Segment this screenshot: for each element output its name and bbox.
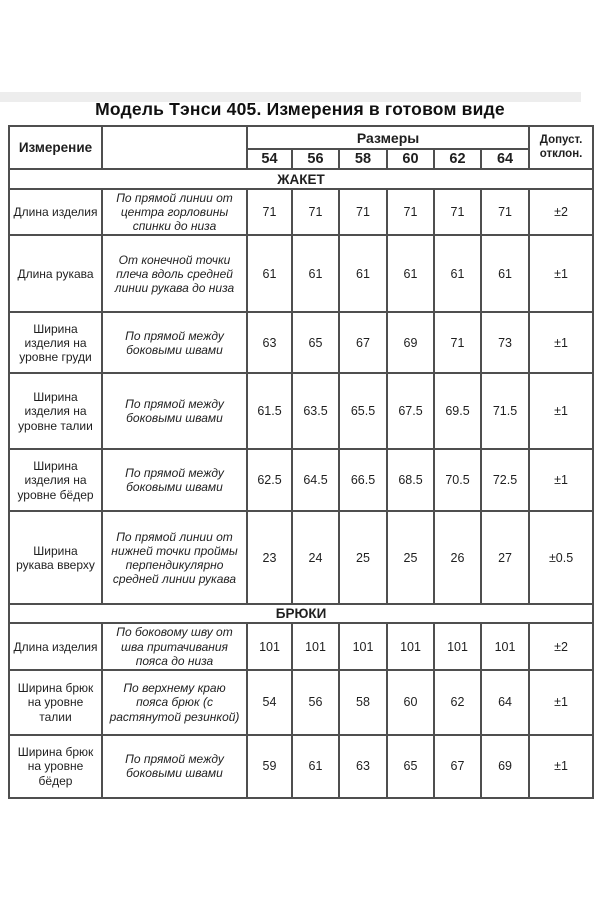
table-row (9, 373, 593, 449)
table-row (9, 735, 593, 798)
size-value: 61 (292, 235, 339, 312)
size-value: 101 (434, 623, 481, 669)
size-value: 64.5 (292, 449, 339, 511)
size-value: 101 (339, 623, 387, 669)
tolerance-value: ±2 (529, 189, 593, 235)
header-size: 56 (292, 149, 339, 169)
header-size: 64 (481, 149, 529, 169)
size-value: 71 (434, 189, 481, 235)
header-size: 62 (434, 149, 481, 169)
tolerance-value: ±1 (529, 373, 593, 449)
size-value: 101 (247, 623, 292, 669)
size-value: 63.5 (292, 373, 339, 449)
tolerance-value: ±1 (529, 449, 593, 511)
size-value: 61 (292, 735, 339, 798)
table-row (9, 449, 593, 511)
size-value: 69 (481, 735, 529, 798)
tolerance-value: ±1 (529, 735, 593, 798)
measure-name: Ширина рукава вверху (9, 511, 102, 604)
tolerance-value: ±1 (529, 670, 593, 735)
size-value: 64 (481, 670, 529, 735)
size-value: 73 (481, 312, 529, 373)
measure-name: Ширина брюк на уровне бёдер (9, 735, 102, 798)
measure-method: По прямой линии от нижней точки проймы перпендикулярно средней линии рукава (102, 511, 247, 604)
header-size: 60 (387, 149, 434, 169)
size-value: 72.5 (481, 449, 529, 511)
header-method-empty (102, 126, 247, 169)
header-measure: Измерение (9, 126, 102, 169)
size-value: 65.5 (339, 373, 387, 449)
measure-method: По прямой между боковыми швами (102, 312, 247, 373)
measure-name: Ширина брюк на уровне талии (9, 670, 102, 735)
size-value: 69 (387, 312, 434, 373)
size-value: 101 (292, 623, 339, 669)
size-value: 71.5 (481, 373, 529, 449)
table-body (9, 169, 593, 798)
size-value: 63 (247, 312, 292, 373)
measure-method: По прямой линии от центра горловины спинки до низа (102, 189, 247, 235)
size-value: 26 (434, 511, 481, 604)
tolerance-value: ±0.5 (529, 511, 593, 604)
measurements-table (8, 125, 594, 799)
size-value: 63 (339, 735, 387, 798)
table-row (9, 623, 593, 669)
table-row (9, 670, 593, 735)
measure-method: По прямой между боковыми швами (102, 373, 247, 449)
size-value: 68.5 (387, 449, 434, 511)
measure-method: От конечной точки плеча вдоль средней линии рукава до низа (102, 235, 247, 312)
size-value: 23 (247, 511, 292, 604)
section-header-row (9, 604, 593, 623)
size-value: 71 (292, 189, 339, 235)
section-header-row (9, 169, 593, 189)
size-value: 62 (434, 670, 481, 735)
header-tolerance-line2: отклон. (539, 147, 583, 160)
size-value: 71 (434, 312, 481, 373)
size-value: 70.5 (434, 449, 481, 511)
size-value: 65 (292, 312, 339, 373)
size-value: 101 (481, 623, 529, 669)
size-value: 25 (339, 511, 387, 604)
measure-method: По прямой между боковыми швами (102, 449, 247, 511)
measure-name: Ширина изделия на уровне талии (9, 373, 102, 449)
section-title: БРЮКИ (9, 604, 593, 623)
header-sizes: Размеры (247, 126, 529, 149)
measure-method: По боковому шву от шва притачивания пояса до низа (102, 623, 247, 669)
size-value: 61 (387, 235, 434, 312)
size-value: 101 (387, 623, 434, 669)
header-row-top (9, 126, 593, 149)
size-value: 61 (339, 235, 387, 312)
measure-name: Длина рукава (9, 235, 102, 312)
measure-name: Ширина изделия на уровне бёдер (9, 449, 102, 511)
page-title: Модель Тэнси 405. Измерения в готовом виде (95, 99, 505, 119)
table-row (9, 189, 593, 235)
measure-method: По прямой между боковыми швами (102, 735, 247, 798)
size-value: 24 (292, 511, 339, 604)
size-value: 27 (481, 511, 529, 604)
size-value: 67 (434, 735, 481, 798)
size-value: 54 (247, 670, 292, 735)
table-header (9, 126, 593, 169)
table-row (9, 511, 593, 604)
measure-name: Ширина изделия на уровне груди (9, 312, 102, 373)
measure-name: Длина изделия (9, 623, 102, 669)
size-value: 67 (339, 312, 387, 373)
header-tolerance (529, 126, 593, 169)
size-value: 61.5 (247, 373, 292, 449)
header-tolerance-line1: Допуст. (539, 133, 583, 146)
measure-name: Длина изделия (9, 189, 102, 235)
size-value: 25 (387, 511, 434, 604)
size-value: 71 (339, 189, 387, 235)
size-value: 56 (292, 670, 339, 735)
header-size: 54 (247, 149, 292, 169)
size-value: 59 (247, 735, 292, 798)
tolerance-value: ±1 (529, 312, 593, 373)
size-value: 62.5 (247, 449, 292, 511)
size-value: 61 (481, 235, 529, 312)
size-value: 61 (434, 235, 481, 312)
header-size: 58 (339, 149, 387, 169)
measure-method: По верхнему краю пояса брюк (с растянутой резинкой) (102, 670, 247, 735)
size-value: 65 (387, 735, 434, 798)
size-value: 71 (247, 189, 292, 235)
table-row (9, 235, 593, 312)
size-value: 60 (387, 670, 434, 735)
size-value: 66.5 (339, 449, 387, 511)
tolerance-value: ±1 (529, 235, 593, 312)
size-value: 58 (339, 670, 387, 735)
size-value: 71 (481, 189, 529, 235)
tolerance-value: ±2 (529, 623, 593, 669)
size-value: 69.5 (434, 373, 481, 449)
section-title: ЖАКЕТ (9, 169, 593, 189)
table-row (9, 312, 593, 373)
size-value: 71 (387, 189, 434, 235)
size-value: 61 (247, 235, 292, 312)
size-value: 67.5 (387, 373, 434, 449)
